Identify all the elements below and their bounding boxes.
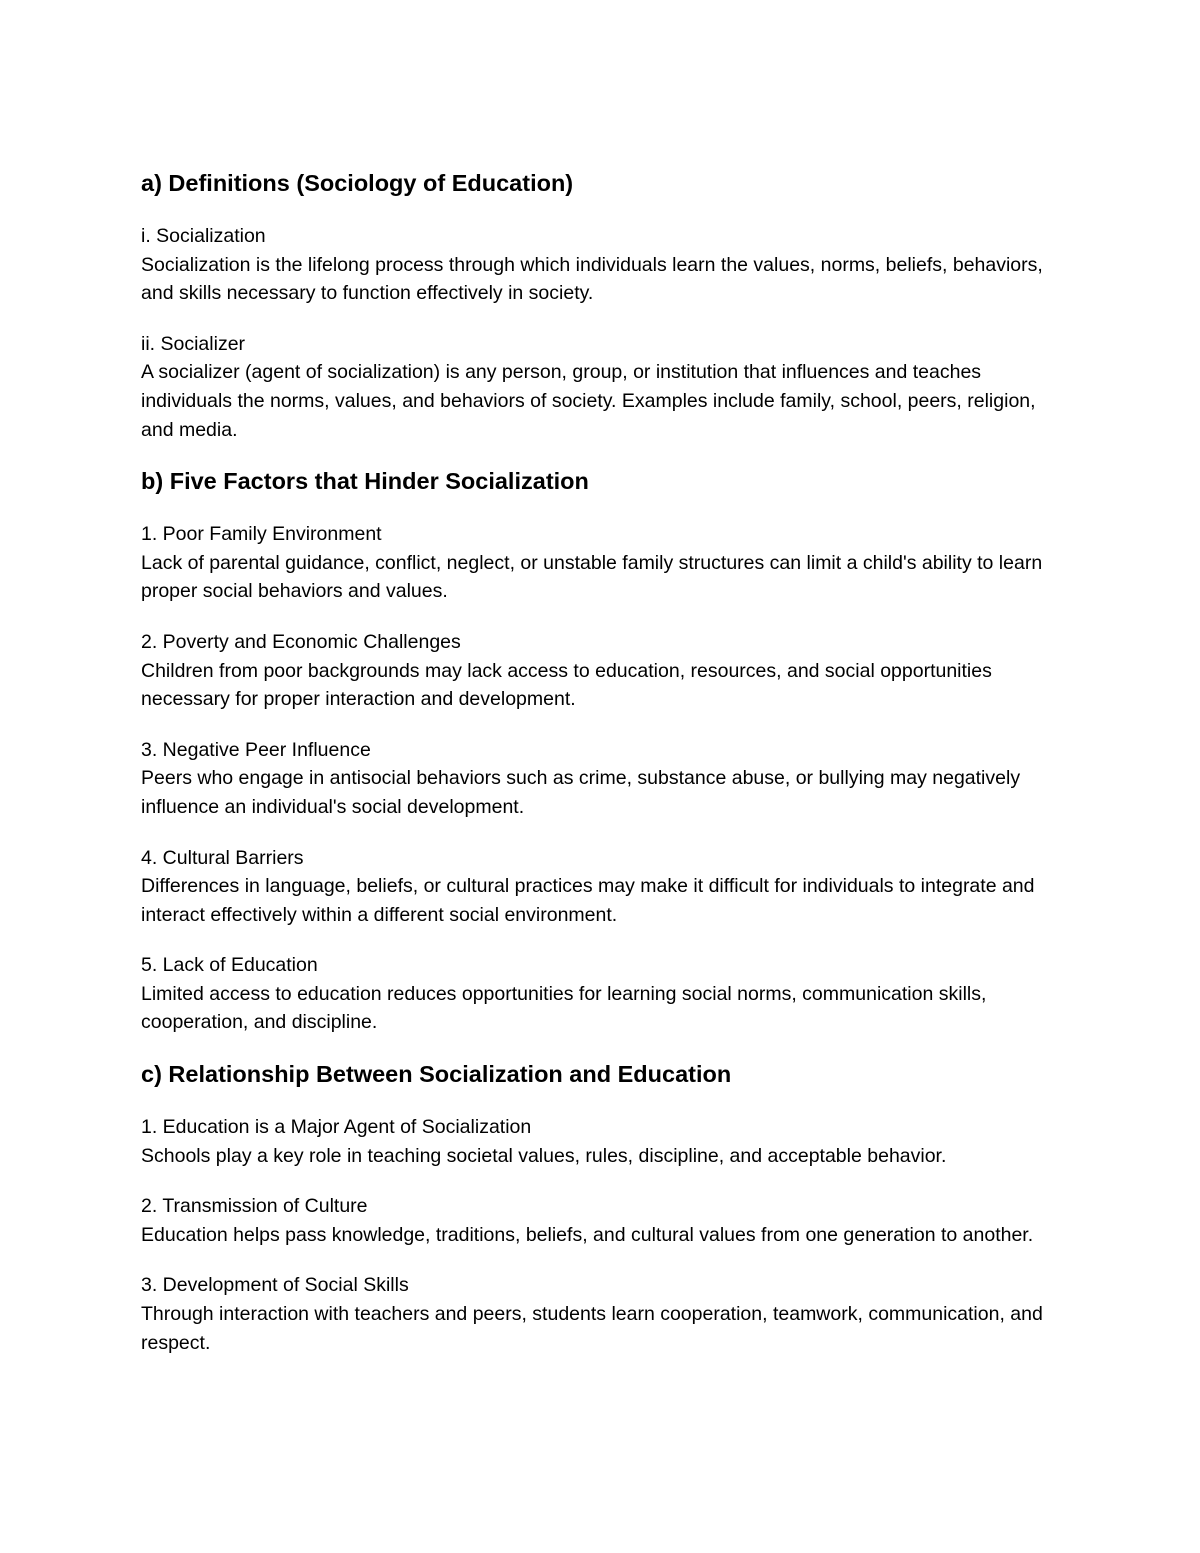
item-title: ii. Socializer bbox=[141, 332, 246, 355]
item-body: Limited access to education reduces opportunities for learning social norms, communication skills, cooperation, and discipline. bbox=[141, 982, 987, 1034]
item-body: A socializer (agent of socialization) is any person, group, or institution that influences and teaches individuals the norms, values, and behaviors of society. Examples include family, school, peers, religion, and media. bbox=[141, 361, 1036, 441]
item-body: Peers who engage in antisocial behaviors such as crime, substance abuse, or bullying may negatively influence an individual's social development. bbox=[141, 767, 1021, 818]
item-body: Socialization is the lifelong process through which individuals learn the values, norms, beliefs, behaviors, and skills necessary to function effectively in society. bbox=[141, 253, 1043, 305]
item-title: 4. Cultural Barriers bbox=[141, 846, 304, 869]
item-title: 1. Education is a Major Agent of Socialization bbox=[141, 1116, 532, 1139]
item-body: Lack of parental guidance, conflict, neglect, or unstable family structures can limit a child's ability to learn proper social behaviors and values. bbox=[141, 551, 1043, 603]
relationship-item bbox=[141, 1192, 1071, 1249]
item-title: 3. Development of Social Skills bbox=[141, 1274, 409, 1297]
item-body: Through interaction with teachers and peers, students learn cooperation, teamwork, communication, and respect. bbox=[141, 1303, 1043, 1354]
section-definitions bbox=[141, 168, 1071, 444]
definition-item bbox=[141, 330, 1071, 444]
factor-item bbox=[141, 951, 1071, 1037]
item-title: 5. Lack of Education bbox=[141, 954, 318, 977]
section-heading: a) Definitions (Sociology of Education) bbox=[141, 170, 574, 196]
factor-item bbox=[141, 628, 1071, 714]
item-body: Differences in language, beliefs, or cultural practices may make it difficult for individuals to integrate and interact effectively within a different social environment. bbox=[141, 875, 1035, 926]
item-title: 3. Negative Peer Influence bbox=[141, 738, 371, 761]
item-title: 2. Poverty and Economic Challenges bbox=[141, 630, 461, 653]
section-heading: b) Five Factors that Hinder Socialization bbox=[141, 468, 589, 495]
section-relationship bbox=[141, 1059, 1071, 1357]
item-title: 2. Transmission of Culture bbox=[141, 1195, 368, 1218]
factor-item bbox=[141, 520, 1071, 606]
section-hindering-factors bbox=[141, 466, 1071, 1037]
document-page bbox=[141, 168, 1071, 1379]
section-heading: c) Relationship Between Socialization and Education bbox=[141, 1061, 732, 1088]
item-title: 1. Poor Family Environment bbox=[141, 523, 382, 546]
item-body: Schools play a key role in teaching societal values, rules, discipline, and acceptable behavior. bbox=[141, 1144, 947, 1167]
relationship-item bbox=[141, 1113, 1071, 1170]
item-body: Education helps pass knowledge, traditions, beliefs, and cultural values from one generation to another. bbox=[141, 1223, 1034, 1246]
factor-item bbox=[141, 844, 1071, 930]
item-body: Children from poor backgrounds may lack access to education, resources, and social opportunities necessary for proper interaction and development. bbox=[141, 659, 992, 711]
relationship-item bbox=[141, 1271, 1071, 1357]
item-title: i. Socialization bbox=[141, 225, 266, 247]
factor-item bbox=[141, 736, 1071, 822]
definition-item bbox=[141, 222, 1071, 308]
